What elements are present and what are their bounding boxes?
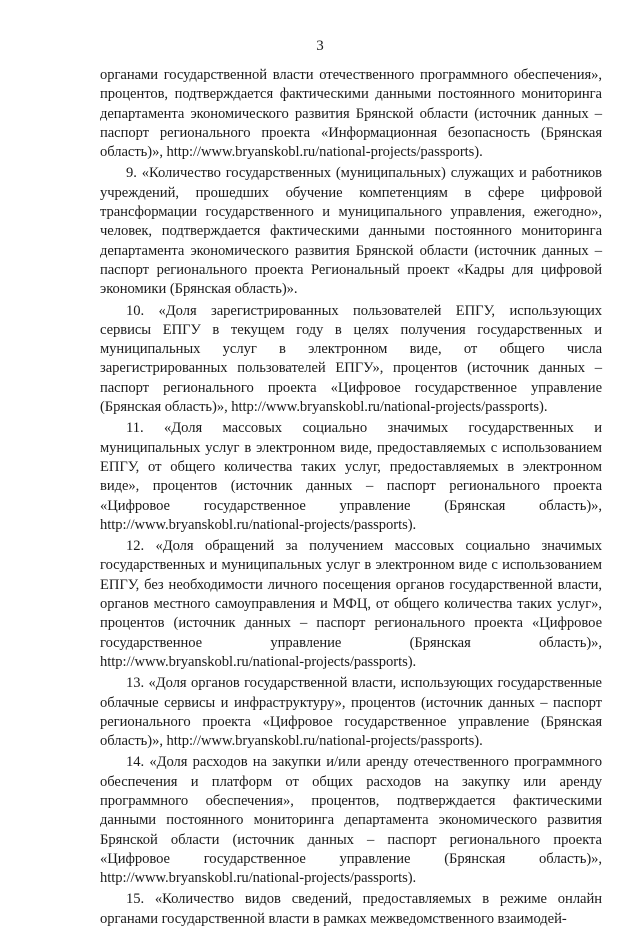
paragraph-item-12: 12. «Доля обращений за получением массовых социально значимых государственных и муниципальных услуг в электронном виде с использованием ЕПГУ, без необходимости личного посещения органов государственной власти, органов местного самоуправления и МФЦ, от общего количества таких услуг», процентов (источник данных – паспорт регионального проекта «Цифровое государственное управление (Брянская область)», http://www.bryanskobl.ru/national-projects/passports).	[100, 538, 602, 670]
paragraph-item-14: 14. «Доля расходов на закупки и/или аренду отечественного программного обеспечения и платформ от общих расходов на закупку или аренду программного обеспечения», процентов, подтверждается фактическими данными постоянного мониторинга департамента экономического развития Брянской области (источник данных – паспорт регионального проекта «Цифровое государственное управление (Брянская область)», http://www.bryanskobl.ru/national-projects/passports).	[100, 754, 602, 887]
paragraph-continuation: органами государственной власти отечественного программного обеспечения», процентов, подтверждается фактическими данными постоянного мониторинга департамента экономического развития Брянской области (источник данных – паспорт регионального проекта «Информационная безопасность (Брянская область)», http://www.bryanskobl.ru/national-projects/passports).	[100, 67, 602, 161]
page-number: 3	[316, 38, 324, 54]
paragraph-item-11: 11. «Доля массовых социально значимых государственных и муниципальных услуг в электронном виде, предоставляемых с использованием ЕПГУ, от общего количества таких услуг, предоставляемых в электронном виде», процентов (источник данных – паспорт регионального проекта «Цифровое государственное управление (Брянская область)», http://www.bryanskobl.ru/national-projects/passports).	[100, 420, 602, 533]
paragraph-item-13: 13. «Доля органов государственной власти, использующих государственные облачные сервисы и инфраструктуру», процентов (источник данных – паспорт регионального проекта «Цифровое государственное управление (Брянская область)», http://www.bryanskobl.ru/national-projects/passports).	[100, 675, 602, 750]
paragraph-item-9: 9. «Количество государственных (муниципальных) служащих и работников учреждений, прошедших обучение компетенциям в сфере цифровой трансформации государственного и муниципального управления, ежегодно», человек, подтверждается фактическими данными постоянного мониторинга департамента экономического развития Брянской области (источник данных – паспорт регионального проекта Региональный проект «Кадры для цифровой экономики (Брянская область)».	[100, 165, 602, 298]
paragraph-item-15: 15. «Количество видов сведений, предоставляемых в режиме онлайн органами государственной власти в рамках межведомственного взаимодей-	[100, 891, 602, 927]
paragraph-item-10: 10. «Доля зарегистрированных пользователей ЕПГУ, использующих сервисы ЕПГУ в текущем году в целях получения государственных и муниципальных услуг в электронном виде, от общего числа зарегистрированных пользователей ЕПГУ», процентов (источник данных – паспорт регионального проекта «Цифровое государственное управление (Брянская область)», http://www.bryanskobl.ru/national-projects/passports).	[100, 302, 602, 416]
document-body	[100, 66, 602, 929]
